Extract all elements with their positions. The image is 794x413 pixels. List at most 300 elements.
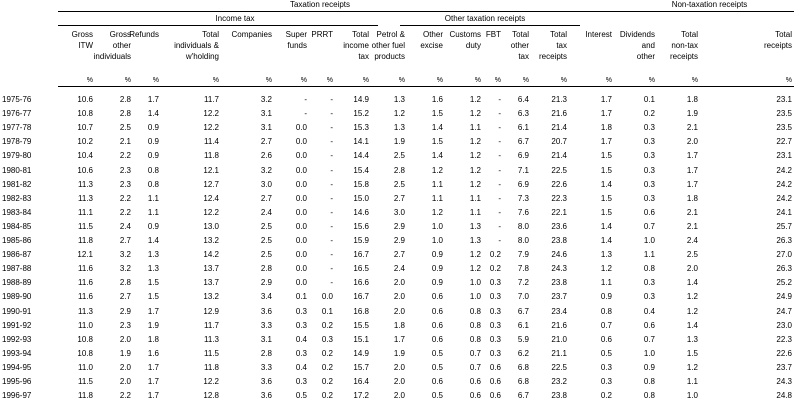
table-cell: 1.7 <box>686 151 698 161</box>
column-header-line: tax <box>556 41 567 50</box>
table-cell: 15.3 <box>353 123 369 133</box>
table-cell: 2.2 <box>119 391 131 401</box>
table-cell: 1.0 <box>431 236 443 245</box>
table-cell: 2.1 <box>686 221 698 231</box>
table-cell: 23.1 <box>776 151 792 161</box>
column-unit: % <box>212 77 219 84</box>
table-cell: 2.4 <box>393 264 405 274</box>
table-cell: 2.0 <box>393 362 405 372</box>
table-cell: 2.3 <box>119 165 131 175</box>
table-cell: 0.0 <box>295 236 307 245</box>
table-cell: 1.1 <box>469 207 481 217</box>
table-cell: 11.3 <box>204 334 219 344</box>
table-cell: 10.6 <box>77 95 93 104</box>
table-cell: 0.6 <box>489 391 501 401</box>
table-cell: 1.7 <box>147 306 159 316</box>
table-cell: 12.9 <box>203 306 219 316</box>
table-cell: 14.6 <box>353 207 369 217</box>
column-header-line: funds <box>287 41 307 50</box>
table-cell: 1.7 <box>686 165 698 175</box>
table-cell: 2.6 <box>260 151 272 161</box>
table-cell: - <box>498 179 501 189</box>
table-cell: 7.1 <box>517 165 529 175</box>
table-cell: 1.5 <box>431 137 443 147</box>
table-cell: 1.3 <box>600 250 612 260</box>
table-cell: 14.1 <box>353 137 369 147</box>
table-cell: 6.1 <box>517 320 529 330</box>
column-unit: % <box>326 77 333 84</box>
table-cell: 1.1 <box>147 207 159 217</box>
table-cell: 3.2 <box>119 264 131 274</box>
table-cell: 2.3 <box>119 320 131 330</box>
table-cell: 2.1 <box>119 137 131 147</box>
table-cell: 1.2 <box>469 109 481 119</box>
table-cell: 0.1 <box>643 95 655 104</box>
table-cell: 2.5 <box>260 250 272 260</box>
table-cell: 1.0 <box>643 348 655 358</box>
table-cell: 1.6 <box>147 348 159 358</box>
table-cell: 0.3 <box>321 334 333 344</box>
table-cell: 1.5 <box>147 278 159 288</box>
table-cell: 1.9 <box>119 348 131 358</box>
table-cell: 2.8 <box>393 165 405 175</box>
table-cell: 1.4 <box>431 151 443 161</box>
table-cell: 10.2 <box>77 137 93 147</box>
column-unit: % <box>265 77 272 84</box>
table-cell: 24.9 <box>776 292 792 302</box>
table-cell: - <box>330 109 333 119</box>
table-cell: 15.8 <box>353 179 369 189</box>
column-header-line: tax <box>358 52 369 61</box>
table-cell: 10.8 <box>77 109 93 119</box>
table-cell: 2.2 <box>119 151 131 161</box>
table-cell: 0.6 <box>431 377 443 386</box>
column-header-line: and <box>641 41 655 50</box>
table-cell: 1.7 <box>600 95 612 104</box>
row-year: 1987-88 <box>2 264 32 274</box>
table-cell: 11.8 <box>78 236 93 245</box>
table-cell: 7.8 <box>517 264 529 274</box>
table-cell: 2.0 <box>393 292 405 302</box>
table-cell: 1.4 <box>600 221 612 231</box>
table-cell: 6.9 <box>517 151 529 161</box>
table-cell: 0.9 <box>431 264 443 274</box>
table-cell: 21.3 <box>551 95 567 104</box>
table-cell: 23.8 <box>551 391 567 401</box>
table-cell: 0.2 <box>643 109 655 119</box>
rule-non-taxation <box>626 11 794 12</box>
table-cell: 2.5 <box>260 236 272 245</box>
table-cell: 1.4 <box>431 123 443 133</box>
table-cell: 1.7 <box>600 109 612 119</box>
table-cell: 1.1 <box>686 377 698 386</box>
table-cell: 6.7 <box>517 391 529 401</box>
table-cell: 6.7 <box>517 306 529 316</box>
table-cell: 6.8 <box>517 377 529 386</box>
table-cell: 0.3 <box>295 348 307 358</box>
table-cell: 1.5 <box>147 292 159 302</box>
table-cell: 2.5 <box>260 221 272 231</box>
row-year: 1984-85 <box>2 221 32 231</box>
table-cell: 12.4 <box>203 193 219 203</box>
table-cell: 1.3 <box>393 123 405 133</box>
table-cell: 0.0 <box>295 123 307 133</box>
column-unit: % <box>152 77 159 84</box>
table-cell: 0.3 <box>295 377 307 386</box>
table-cell: 11.8 <box>204 362 219 372</box>
table-cell: 24.2 <box>776 179 792 189</box>
table-cell: 3.3 <box>260 320 272 330</box>
table-cell: 11.3 <box>78 306 93 316</box>
table-cell: - <box>498 109 501 119</box>
table-cell: 0.5 <box>431 391 443 401</box>
table-cell: - <box>330 123 333 133</box>
table-cell: 0.3 <box>489 320 501 330</box>
table-cell: 2.2 <box>119 207 131 217</box>
row-year: 1996-97 <box>2 391 32 401</box>
table-cell: 7.6 <box>517 207 529 217</box>
table-cell: 1.5 <box>686 348 698 358</box>
table-cell: 1.4 <box>686 278 698 288</box>
table-cell: 15.6 <box>353 221 369 231</box>
table-cell: 11.5 <box>78 377 93 386</box>
column-header-line: receipts <box>538 52 567 61</box>
column-header-line: Total <box>202 30 219 39</box>
table-cell: 3.2 <box>260 95 272 104</box>
table-cell: 11.8 <box>204 151 219 161</box>
table-cell: 6.2 <box>517 348 529 358</box>
table-cell: 1.6 <box>431 95 443 104</box>
table-cell: 1.7 <box>147 377 159 386</box>
table-cell: 11.5 <box>204 348 219 358</box>
table-cell: 0.0 <box>295 193 307 203</box>
table-cell: 2.5 <box>119 123 131 133</box>
table-cell: 0.8 <box>469 334 481 344</box>
row-year: 1989-90 <box>2 292 32 302</box>
table-cell: 16.7 <box>353 250 369 260</box>
table-cell: 2.0 <box>686 137 698 147</box>
table-cell: 0.7 <box>469 348 481 358</box>
table-cell: 2.0 <box>686 264 698 274</box>
table-cell: 2.0 <box>393 391 405 401</box>
table-cell: 0.8 <box>147 179 159 189</box>
table-cell: 21.6 <box>551 320 567 330</box>
table-cell: 0.7 <box>469 362 481 372</box>
table-cell: 1.3 <box>469 236 481 245</box>
table-cell: - <box>498 151 501 161</box>
table-cell: 10.7 <box>77 123 93 133</box>
table-cell: 16.5 <box>353 264 369 274</box>
table-cell: 1.2 <box>600 264 612 274</box>
table-cell: - <box>330 193 333 203</box>
column-header-line: Total <box>352 30 369 39</box>
table-cell: 2.1 <box>686 123 698 133</box>
group-other-taxation-receipts: Other taxation receipts <box>444 14 526 23</box>
table-cell: 2.4 <box>119 221 131 231</box>
table-cell: 23.4 <box>551 306 567 316</box>
row-year: 1985-86 <box>2 236 32 245</box>
table-cell: 0.0 <box>295 137 307 147</box>
column-header-line: excise <box>420 41 443 50</box>
table-cell: 24.6 <box>551 250 567 260</box>
table-cell: 0.0 <box>295 264 307 274</box>
table-cell: 14.9 <box>353 348 369 358</box>
table-cell: 15.7 <box>353 362 369 372</box>
group-non-taxation-receipts: Non-taxation receipts <box>671 0 748 9</box>
table-cell: 0.8 <box>469 306 481 316</box>
table-cell: 2.1 <box>686 207 698 217</box>
table-cell: 12.2 <box>203 123 219 133</box>
column-header-line: Super <box>285 30 307 39</box>
table-cell: 0.3 <box>643 278 655 288</box>
table-cell: 0.2 <box>321 362 333 372</box>
table-cell: 24.8 <box>776 391 792 401</box>
table-cell: 15.5 <box>353 320 369 330</box>
table-cell: 13.0 <box>203 221 219 231</box>
table-cell: 3.0 <box>393 207 405 217</box>
column-header-line: tax <box>518 52 529 61</box>
table-cell: 26.3 <box>776 264 792 274</box>
table-cell: 1.2 <box>469 179 481 189</box>
table-cell: 2.9 <box>393 221 405 231</box>
row-year: 1986-87 <box>2 250 32 260</box>
table-cell: 15.0 <box>353 193 369 203</box>
table-cell: 6.4 <box>517 95 529 104</box>
rule-header-bottom <box>58 86 794 87</box>
table-cell: 0.0 <box>295 151 307 161</box>
column-unit: % <box>86 77 93 84</box>
table-cell: 2.4 <box>686 236 698 245</box>
table-cell: 2.0 <box>119 362 131 372</box>
column-unit: % <box>648 77 655 84</box>
table-cell: 0.7 <box>600 320 612 330</box>
column-unit: % <box>362 77 369 84</box>
table-cell: 0.6 <box>600 334 612 344</box>
table-cell: 0.4 <box>295 334 307 344</box>
table-cell: 0.0 <box>295 221 307 231</box>
table-cell: - <box>498 137 501 147</box>
table-cell: 13.2 <box>203 236 219 245</box>
table-cell: 1.5 <box>600 165 612 175</box>
table-cell: - <box>330 137 333 147</box>
table-cell: 3.4 <box>260 292 272 302</box>
column-header-line: receipts <box>763 41 792 50</box>
table-cell: 17.2 <box>353 391 369 401</box>
table-cell: 0.0 <box>321 292 333 302</box>
rule-income-tax <box>58 25 378 26</box>
table-cell: 1.2 <box>469 250 481 260</box>
table-cell: 0.6 <box>431 292 443 302</box>
table-cell: 16.7 <box>353 292 369 302</box>
table-cell: 5.9 <box>517 334 529 344</box>
table-cell: 23.8 <box>551 236 567 245</box>
table-cell: 2.7 <box>393 250 405 260</box>
table-cell: 11.6 <box>78 292 93 302</box>
table-cell: 1.3 <box>147 250 159 260</box>
table-cell: 1.9 <box>147 320 159 330</box>
table-cell: 3.6 <box>260 306 272 316</box>
table-cell: 0.9 <box>147 151 159 161</box>
table-cell: 3.1 <box>260 334 272 344</box>
table-cell: 0.9 <box>147 221 159 231</box>
table-cell: 0.6 <box>489 377 501 386</box>
row-year: 1977-78 <box>2 123 32 133</box>
table-cell: 1.5 <box>600 193 612 203</box>
table-cell: 0.3 <box>643 123 655 133</box>
table-cell: 15.4 <box>353 165 369 175</box>
table-cell: 24.3 <box>551 264 567 274</box>
table-cell: - <box>330 264 333 274</box>
table-cell: 2.0 <box>393 278 405 288</box>
column-header-line: Companies <box>231 30 272 39</box>
table-cell: 15.1 <box>353 334 369 344</box>
table-cell: - <box>498 123 501 133</box>
column-unit: % <box>522 77 529 84</box>
table-cell: 2.8 <box>119 109 131 119</box>
table-cell: 27.0 <box>776 250 792 260</box>
table-cell: 0.3 <box>489 292 501 302</box>
table-cell: 0.4 <box>295 362 307 372</box>
table-cell: - <box>498 221 501 231</box>
table-cell: 16.4 <box>353 377 369 386</box>
table-cell: 0.6 <box>431 306 443 316</box>
table-cell: 1.7 <box>600 137 612 147</box>
table-cell: 0.3 <box>489 334 501 344</box>
table-cell: 1.0 <box>686 391 698 401</box>
column-unit: % <box>785 77 792 84</box>
table-cell: 0.8 <box>643 377 655 386</box>
table-cell: 23.5 <box>776 123 792 133</box>
table-cell: 23.2 <box>551 377 567 386</box>
table-cell: 1.8 <box>393 320 405 330</box>
table-cell: 0.5 <box>295 391 307 401</box>
table-cell: 10.8 <box>77 348 93 358</box>
table-cell: 1.2 <box>431 207 443 217</box>
table-cell: 15.9 <box>353 236 369 245</box>
column-unit: % <box>474 77 481 84</box>
table-cell: 11.1 <box>78 207 93 217</box>
table-cell: - <box>498 165 501 175</box>
table-cell: 0.6 <box>489 362 501 372</box>
table-cell: 0.1 <box>295 292 307 302</box>
table-cell: 23.8 <box>551 278 567 288</box>
table-cell: 22.5 <box>551 362 567 372</box>
table-cell: 25.2 <box>776 278 792 288</box>
row-year: 1981-82 <box>2 179 32 189</box>
column-header-line: Dividends <box>619 30 655 39</box>
table-cell: 3.6 <box>260 391 272 401</box>
row-year: 1976-77 <box>2 109 32 119</box>
table-cell: 0.3 <box>643 137 655 147</box>
table-cell: 10.4 <box>77 151 93 161</box>
table-cell: 1.2 <box>469 264 481 274</box>
table-cell: 0.9 <box>643 362 655 372</box>
table-cell: 3.3 <box>260 362 272 372</box>
table-cell: 11.3 <box>78 193 93 203</box>
column-header-line: FBT <box>485 30 501 39</box>
table-cell: 1.2 <box>469 95 481 104</box>
table-cell: 2.9 <box>119 306 131 316</box>
table-cell: 0.3 <box>643 193 655 203</box>
table-cell: 0.2 <box>321 320 333 330</box>
table-cell: 0.2 <box>321 377 333 386</box>
table-cell: 26.3 <box>776 236 792 245</box>
table-cell: 11.8 <box>78 391 93 401</box>
column-header-line: Refunds <box>129 30 159 39</box>
column-unit: % <box>691 77 698 84</box>
table-cell: 22.7 <box>776 137 792 147</box>
table-cell: 2.8 <box>119 95 131 104</box>
column-header-line: individuals <box>93 52 131 61</box>
table-cell: 1.2 <box>686 292 698 302</box>
table-cell: 2.7 <box>119 292 131 302</box>
table-cell: 6.1 <box>517 123 529 133</box>
table-cell: 6.9 <box>517 179 529 189</box>
table-cell: 0.9 <box>147 137 159 147</box>
column-unit: % <box>436 77 443 84</box>
table-cell: 3.1 <box>260 123 272 133</box>
table-cell: 2.5 <box>686 250 698 260</box>
table-cell: 22.6 <box>551 179 567 189</box>
table-cell: 2.0 <box>119 377 131 386</box>
column-header-line: other <box>636 52 655 61</box>
table-cell: 23.6 <box>551 221 567 231</box>
table-cell: 11.7 <box>204 95 219 104</box>
table-cell: 0.2 <box>321 391 333 401</box>
table-cell: 6.3 <box>517 109 529 119</box>
table-cell: 0.0 <box>295 179 307 189</box>
column-header-line: income <box>343 41 369 50</box>
column-header-line: duty <box>465 41 481 50</box>
table-cell: 1.8 <box>686 95 698 104</box>
column-unit: % <box>124 77 131 84</box>
table-cell: 13.7 <box>203 264 219 274</box>
table-cell: 0.3 <box>489 278 501 288</box>
table-cell: 0.8 <box>643 391 655 401</box>
table-cell: 0.5 <box>431 362 443 372</box>
table-cell: - <box>330 151 333 161</box>
table-cell: 0.5 <box>431 348 443 358</box>
table-cell: 15.2 <box>353 109 369 119</box>
table-cell: 12.2 <box>203 109 219 119</box>
table-cell: 14.4 <box>353 151 369 161</box>
column-header-line: Gross <box>71 30 93 39</box>
table-cell: 0.0 <box>295 207 307 217</box>
table-cell: 1.8 <box>686 193 698 203</box>
table-cell: 23.5 <box>776 109 792 119</box>
table-cell: 11.5 <box>78 221 93 231</box>
table-cell: 16.8 <box>353 306 369 316</box>
table-cell: 0.3 <box>643 179 655 189</box>
table-cell: 3.6 <box>260 377 272 386</box>
table-cell: 1.2 <box>686 306 698 316</box>
table-cell: - <box>498 95 501 104</box>
table-cell: 13.7 <box>203 278 219 288</box>
table-cell: 21.4 <box>551 151 567 161</box>
table-cell: - <box>330 179 333 189</box>
row-year: 1995-96 <box>2 377 32 386</box>
table-cell: 0.6 <box>643 320 655 330</box>
table-cell: - <box>498 207 501 217</box>
table-cell: 0.9 <box>431 250 443 260</box>
table-cell: 2.7 <box>260 193 272 203</box>
row-year: 1990-91 <box>2 306 32 316</box>
table-cell: 0.8 <box>469 320 481 330</box>
table-cell: 1.0 <box>469 278 481 288</box>
table-cell: 24.2 <box>776 165 792 175</box>
table-cell: 11.7 <box>204 320 219 330</box>
row-year: 1982-83 <box>2 193 32 203</box>
